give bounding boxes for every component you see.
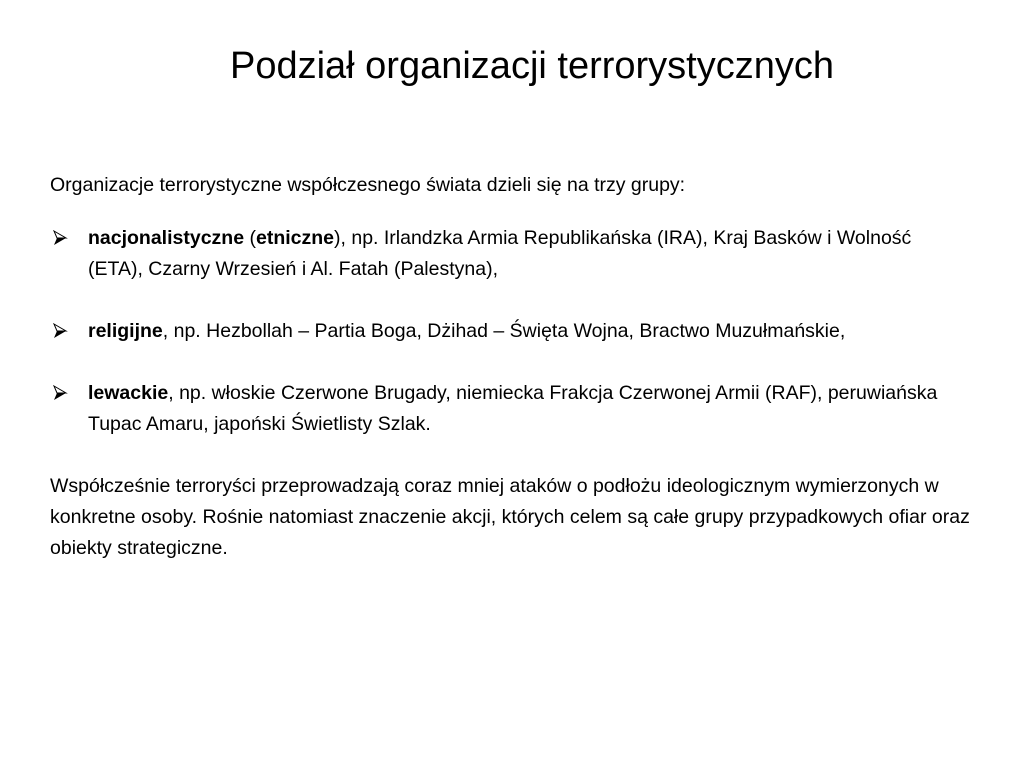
bullet-item-leftist xyxy=(50,378,970,440)
slide-body xyxy=(50,170,970,564)
arrow-bullet-icon xyxy=(52,385,68,401)
bullet-term-2: etniczne xyxy=(255,227,335,249)
intro-text: Organizacje terrorystyczne współczesnego świata dzieli się na trzy grupy: xyxy=(50,174,686,196)
bullet-term: lewackie xyxy=(88,382,169,404)
bullet-term: nacjonalistyczne xyxy=(88,227,245,249)
arrow-bullet-icon xyxy=(52,230,68,246)
bullet-term: religijne xyxy=(88,320,163,342)
bullet-text: ), np. Irlandzka Armia Republikańska (IRA), Kraj Basków i Wolność (ETA), Czarny Wrzesień i Al. Fatah (Palestyna), xyxy=(88,227,912,280)
bullet-item-religious xyxy=(50,316,970,347)
arrow-bullet-icon xyxy=(52,323,68,339)
bullet-paren: ( xyxy=(244,227,256,249)
bullet-text: , np. Hezbollah – Partia Boga, Dżihad – Święta Wojna, Bractwo Muzułmańskie, xyxy=(162,320,846,342)
slide-title: Podział organizacji terrorystycznych xyxy=(229,45,834,87)
bullet-text: , np. włoskie Czerwone Brugady, niemiecka Frakcja Czerwonej Armii (RAF), peruwiańska Tupac Amaru, japoński Świetlisty Szlak. xyxy=(88,382,938,435)
closing-paragraph: Współcześnie terroryści przeprowadzają coraz mniej ataków o podłożu ideologicznym wymierzonych w konkretne osoby. Rośnie natomiast znaczenie akcji, których celem są całe grupy przypadkowych ofiar oraz obiekty strategiczne. xyxy=(50,475,970,559)
bullet-item-nationalist xyxy=(50,223,970,285)
bullet-list xyxy=(50,223,970,440)
